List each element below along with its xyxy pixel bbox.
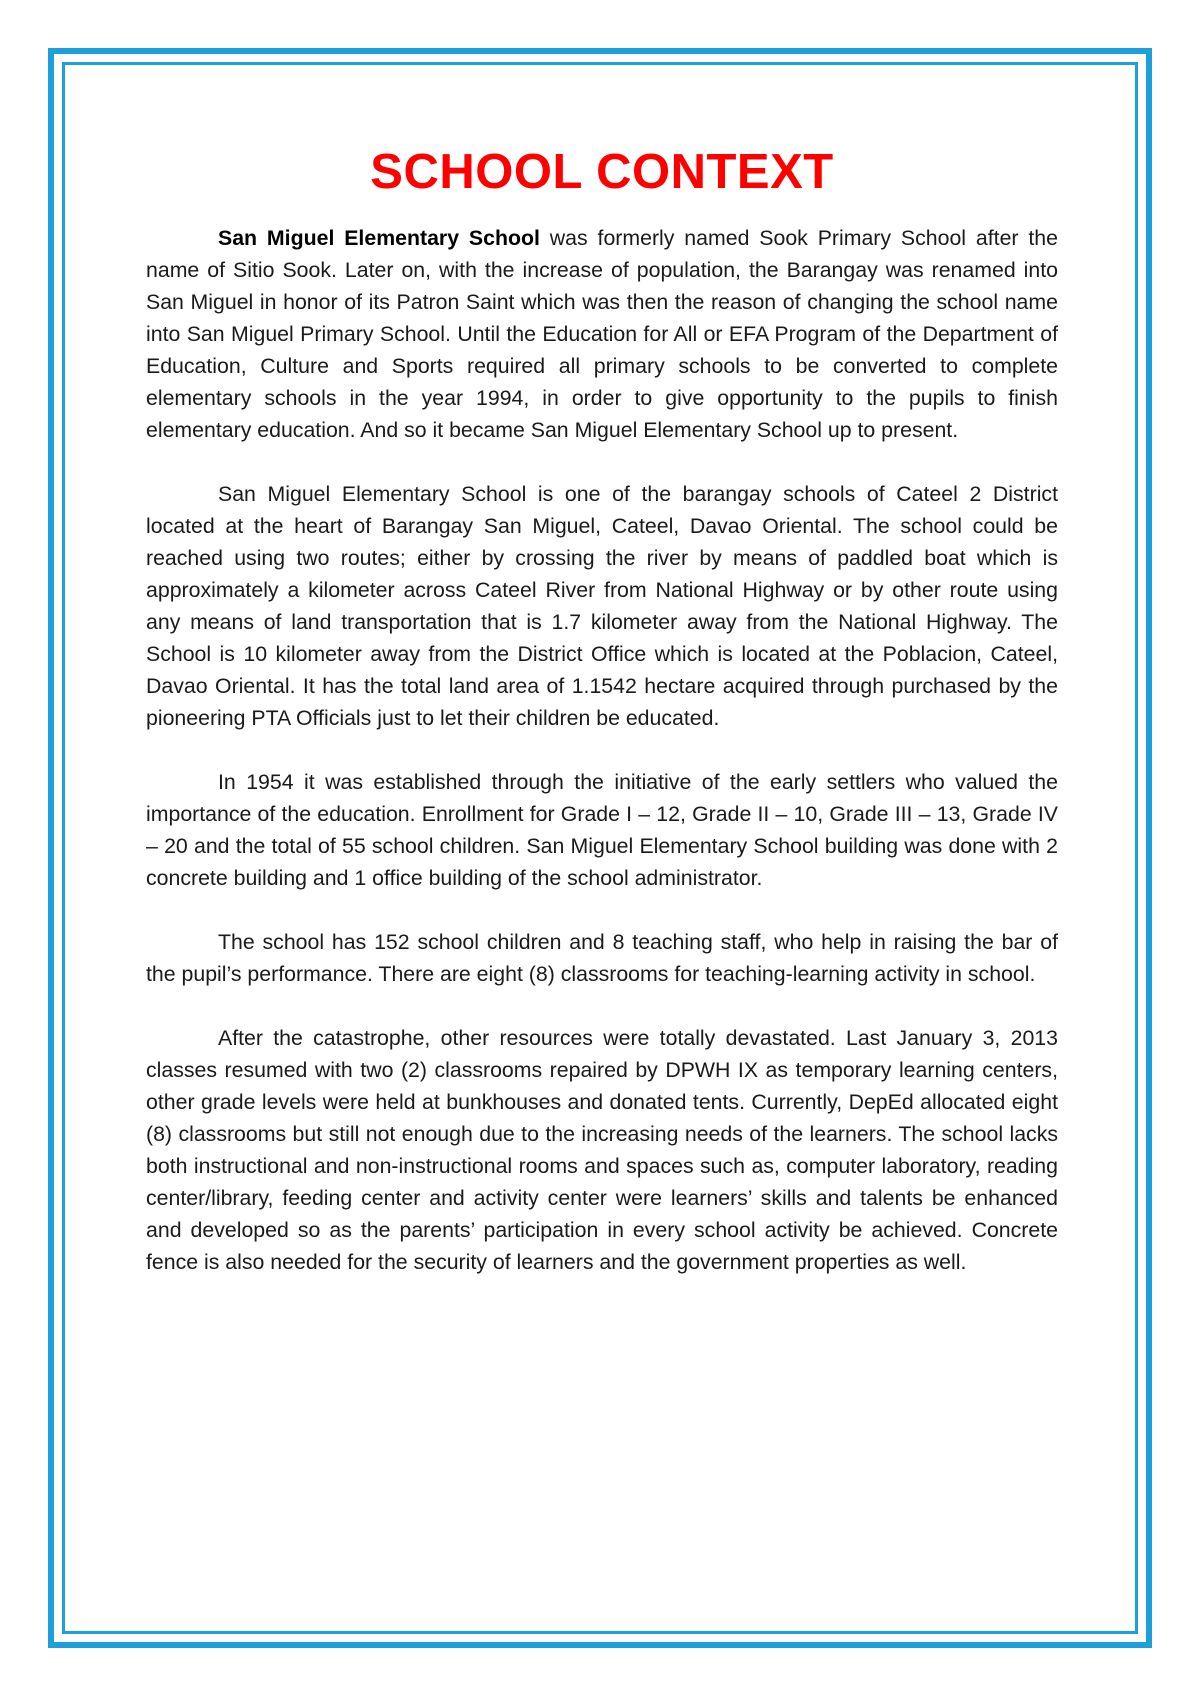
paragraph-history	[146, 222, 1058, 446]
paragraph-needs: After the catastrophe, other resources were totally devastated. Last January 3, 2013 classes resumed with two (2) classrooms repaired by DPWH IX as temporary learning centers, other grade levels were held at bunkhouses and donated tents. Currently, DepEd allocated eight (8) classrooms but still not enough due to the increasing needs of the learners. The school lacks both instructional and non-instructional rooms and spaces such as, computer laboratory, reading center/library, feeding center and activity center were learners’ skills and talents be enhanced and developed so as the parents’ participation in every school activity be achieved. Concrete fence is also needed for the security of learners and the government properties as well.	[146, 1026, 1058, 1274]
paragraph-history-text: was formerly named Sook Primary School after the name of Sitio Sook. Later on, with the increase of population, the Barangay was renamed into San Miguel in honor of its Patron Saint which was then the reason of changing the school name into San Miguel Primary School. Until the Education for All or EFA Program of the Department of Education, Culture and Sports required all primary schools to be converted to complete elementary schools in the year 1994, in order to give opportunity to the pupils to finish elementary education. And so it became San Miguel Elementary School up to present.	[146, 226, 1058, 442]
paragraph-establishment: In 1954 it was established through the initiative of the early settlers who valued the importance of the education. Enrollment for Grade I – 12, Grade II – 10, Grade III – 13, Grade IV – 20 and the total of 55 school children. San Miguel Elementary School building was done with 2 concrete building and 1 office building of the school administrator.	[146, 770, 1058, 890]
document-body	[146, 140, 1058, 1310]
paragraph-enrollment: The school has 152 school children and 8 teaching staff, who help in raising the bar of the pupil’s performance. There are eight (8) classrooms for teaching-learning activity in school.	[146, 930, 1058, 986]
school-name-bold: San Miguel Elementary School	[218, 226, 540, 250]
document-title: SCHOOL CONTEXT	[370, 145, 834, 199]
paragraph-location: San Miguel Elementary School is one of the barangay schools of Cateel 2 District located at the heart of Barangay San Miguel, Cateel, Davao Oriental. The school could be reached using two routes; either by crossing the river by means of paddled boat which is approximately a kilometer across Cateel River from National Highway or by other route using any means of land transportation that is 1.7 kilometer away from the National Highway. The School is 10 kilometer away from the District Office which is located at the Poblacion, Cateel, Davao Oriental. It has the total land area of 1.1542 hectare acquired through purchased by the pioneering PTA Officials just to let their children be educated.	[146, 482, 1058, 730]
